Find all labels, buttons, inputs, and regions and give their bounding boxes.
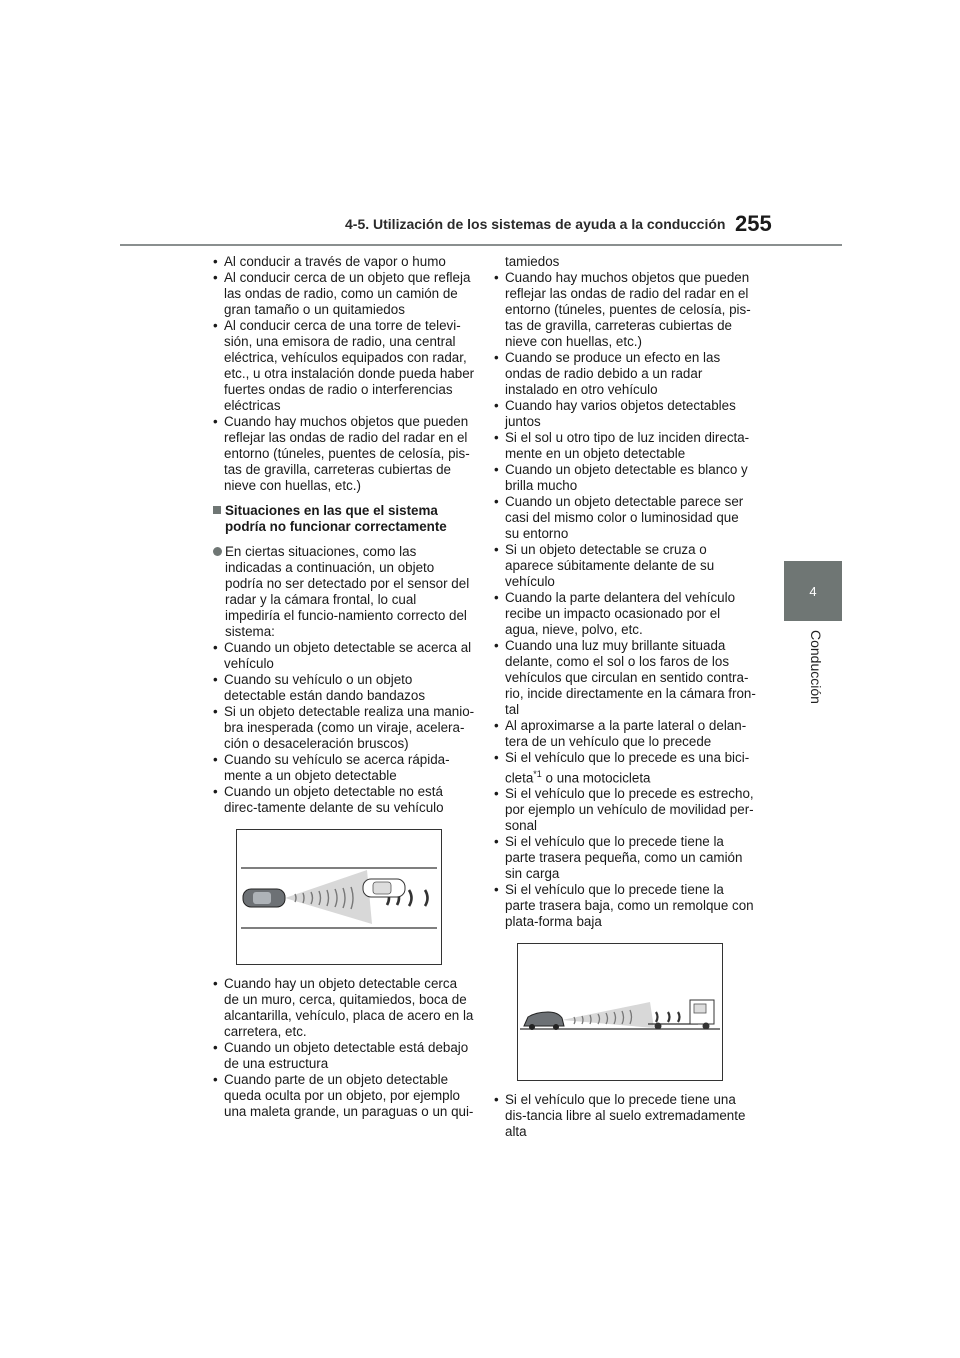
list-item: • Cuando hay varios objetos detectables juntos	[494, 398, 756, 430]
list-item: • Cuando la parte delantera del vehículo recibe un impacto ocasionado por el agua, nieve, polvo, etc.	[494, 590, 756, 638]
left-column	[213, 254, 475, 1120]
section-heading	[213, 503, 475, 535]
list-item: • Cuando hay un objeto detectable cerca de un muro, cerca, quitamiedos, boca de alcantarilla, vehículo, placa de acero en la carretera, etc.	[213, 976, 475, 1040]
list-item: • Cuando su vehículo o un objeto detectable están dando bandazos	[213, 672, 475, 704]
square-bullet-icon	[213, 506, 221, 514]
bullet-list-right	[494, 254, 756, 930]
bicycle-text: Si el vehículo que lo precede es una bici-cleta	[505, 750, 750, 786]
list-item: • Si el sol u otro tipo de luz inciden directa-mente en un objeto detectable	[494, 430, 756, 462]
list-item: • Cuando un objeto detectable se acerca al vehículo	[213, 640, 475, 672]
chapter-label: Conducción	[808, 630, 824, 704]
bicycle-text-after: o una motocicleta	[541, 770, 651, 786]
list-item: • Cuando su vehículo se acerca rápida-mente a un objeto detectable	[213, 752, 475, 784]
radar-off-center-illustration	[236, 829, 442, 965]
list-item: • Al conducir a través de vapor o humo	[213, 254, 475, 270]
page-number: 255	[735, 211, 772, 236]
bullet-list-final	[494, 1092, 756, 1140]
bullet-list-top	[213, 254, 475, 494]
bullet-list-mid	[213, 640, 475, 816]
list-item: • Si el vehículo que lo precede es estrecho, por ejemplo un vehículo de movilidad per-sonal	[494, 786, 756, 834]
list-item: • Al aproximarse a la parte lateral o delan-tera de un vehículo que lo precede	[494, 718, 756, 750]
list-item: • Si un objeto detectable realiza una manio-bra inesperada (como un viraje, acelera-ción o desaceleración bruscos)	[213, 704, 475, 752]
right-column	[494, 254, 756, 1140]
section-header-title: 4-5. Utilización de los sistemas de ayuda a la conducción	[345, 216, 726, 232]
list-item: • Cuando parte de un objeto detectable queda oculta por un objeto, por ejemplo una maleta grande, un paraguas o un qui-	[213, 1072, 475, 1120]
list-item: • Cuando un objeto detectable parece ser casi del mismo color o luminosidad que su entorno	[494, 494, 756, 542]
chapter-tab	[784, 561, 842, 621]
circle-bullet-icon	[213, 547, 222, 556]
list-item: • Cuando un objeto detectable es blanco y brilla mucho	[494, 462, 756, 494]
intro-paragraph-text: En ciertas situaciones, como las indicadas a continuación, un objeto podría no ser detectado por el sensor del radar y la cámara frontal, lo cual impediría el funcio-namiento correcto del sistema:	[225, 544, 470, 639]
chapter-number: 4	[809, 583, 817, 599]
bullet-list-bottom	[213, 976, 475, 1120]
list-item: • Cuando hay muchos objetos que pueden reflejar las ondas de radio del radar en el entorno (túneles, puentes de celosía, pis-tas de gravilla, carreteras cubiertas de nieve con huellas, etc.)	[494, 270, 756, 350]
list-item: • Cuando hay muchos objetos que pueden reflejar las ondas de radio del radar en el entorno (túneles, puentes de celosía, pis-tas de gravilla, carreteras cubiertas de nieve con huellas, etc.)	[213, 414, 475, 494]
list-item: • Cuando un objeto detectable no está direc-tamente delante de su vehículo	[213, 784, 475, 816]
footnote-marker: *1	[533, 769, 542, 779]
truck-high-clearance-illustration	[517, 943, 723, 1081]
section-heading-text: Situaciones en las que el sistema podría no funcionar correctamente	[225, 503, 447, 534]
list-item: • Si el vehículo que lo precede tiene una dis-tancia libre al suelo extremadamente alta	[494, 1092, 756, 1140]
list-item: • Al conducir cerca de un objeto que refleja las ondas de radio, como un camión de gran tamaño o un quitamiedos	[213, 270, 475, 318]
list-item: • Cuando una luz muy brillante situada delante, como el sol o los faros de los vehículos que circulan en sentido contra-rio, incide directamente en la cámara fron-tal	[494, 638, 756, 718]
list-item-continuation: tamiedos	[505, 254, 560, 269]
list-item: • Si el vehículo que lo precede tiene la parte trasera baja, como un remolque con plata-forma baja	[494, 882, 756, 930]
list-item: • Si el vehículo que lo precede tiene la parte trasera pequeña, como un camión sin carga	[494, 834, 756, 882]
list-item-bicycle	[494, 750, 756, 786]
list-item: • Al conducir cerca de una torre de televi-sión, una emisora de radio, una central eléctrica, vehículos equipados con radar, etc., u otra instalación donde pueda haber fuertes ondas de radio o interferencias eléctricas	[213, 318, 475, 414]
intro-paragraph	[213, 544, 475, 640]
header-divider	[120, 244, 842, 246]
list-item: • Cuando se produce un efecto en las ondas de radio debido a un radar instalado en otro vehículo	[494, 350, 756, 398]
list-item: • Si un objeto detectable se cruza o aparece súbitamente delante de su vehículo	[494, 542, 756, 590]
list-item: • Cuando un objeto detectable está debajo de una estructura	[213, 1040, 475, 1072]
